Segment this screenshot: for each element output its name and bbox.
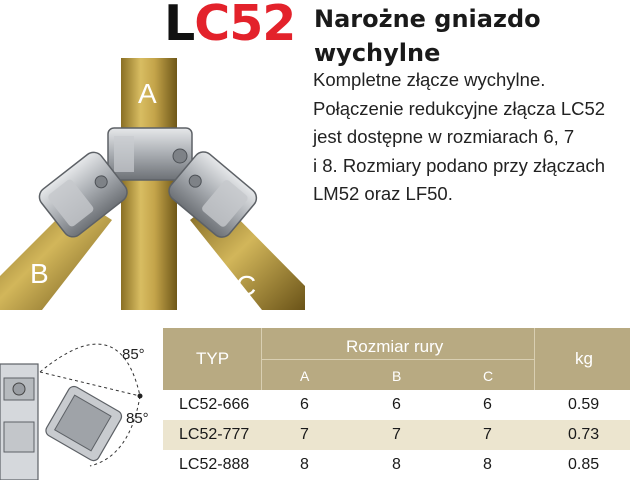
table-row	[163, 450, 630, 480]
cell-b: 6	[392, 396, 401, 413]
product-title-line2: wychylne	[314, 39, 441, 67]
cell-typ: LC52-777	[179, 426, 250, 443]
product-code-suffix: C52	[194, 0, 296, 52]
cell-a: 6	[300, 396, 309, 413]
product-title	[314, 2, 614, 70]
col-b-header: B	[392, 368, 402, 384]
cell-typ: LC52-666	[179, 396, 250, 413]
product-title-line1: Narożne gniazdo	[314, 5, 541, 33]
description-line: Połączenie redukcyjne złącza LC52	[313, 97, 606, 119]
size-table	[163, 328, 630, 480]
cell-b: 8	[392, 456, 401, 473]
cell-c: 8	[483, 456, 492, 473]
col-size-header: Rozmiar rury	[346, 337, 444, 356]
table-row	[163, 420, 630, 450]
description-line: jest dostępne w rozmiarach 6, 7	[313, 126, 575, 147]
cell-a: 7	[300, 426, 309, 443]
label-c: C	[236, 270, 257, 301]
label-b: B	[30, 258, 49, 289]
cell-a: 8	[300, 456, 309, 473]
table-header	[163, 328, 630, 390]
angle-label-top: 85°	[122, 346, 145, 363]
angle-label-bottom: 85°	[126, 410, 149, 427]
col-typ-header: TYP	[196, 349, 230, 368]
label-a: A	[138, 78, 157, 109]
col-kg-header: kg	[575, 349, 593, 368]
cell-kg: 0.59	[568, 396, 600, 413]
cell-kg: 0.85	[568, 456, 600, 473]
description-line: i 8. Rozmiary podano przy złączach	[313, 154, 606, 176]
cell-c: 6	[483, 396, 492, 413]
col-a-header: A	[300, 368, 310, 384]
cell-typ: LC52-888	[179, 456, 250, 473]
description-line: LM52 oraz LF50.	[313, 183, 453, 204]
cell-b: 7	[392, 426, 401, 443]
description-line: Kompletne złącze wychylne.	[313, 69, 546, 90]
product-code	[164, 0, 295, 50]
product-photo	[0, 48, 305, 310]
col-c-header: C	[483, 368, 494, 384]
cell-kg: 0.73	[568, 426, 600, 443]
table-row	[163, 390, 630, 420]
product-code-prefix: L	[164, 0, 195, 52]
angle-diagram	[0, 326, 165, 480]
product-description	[313, 66, 623, 209]
cell-c: 7	[483, 426, 492, 443]
